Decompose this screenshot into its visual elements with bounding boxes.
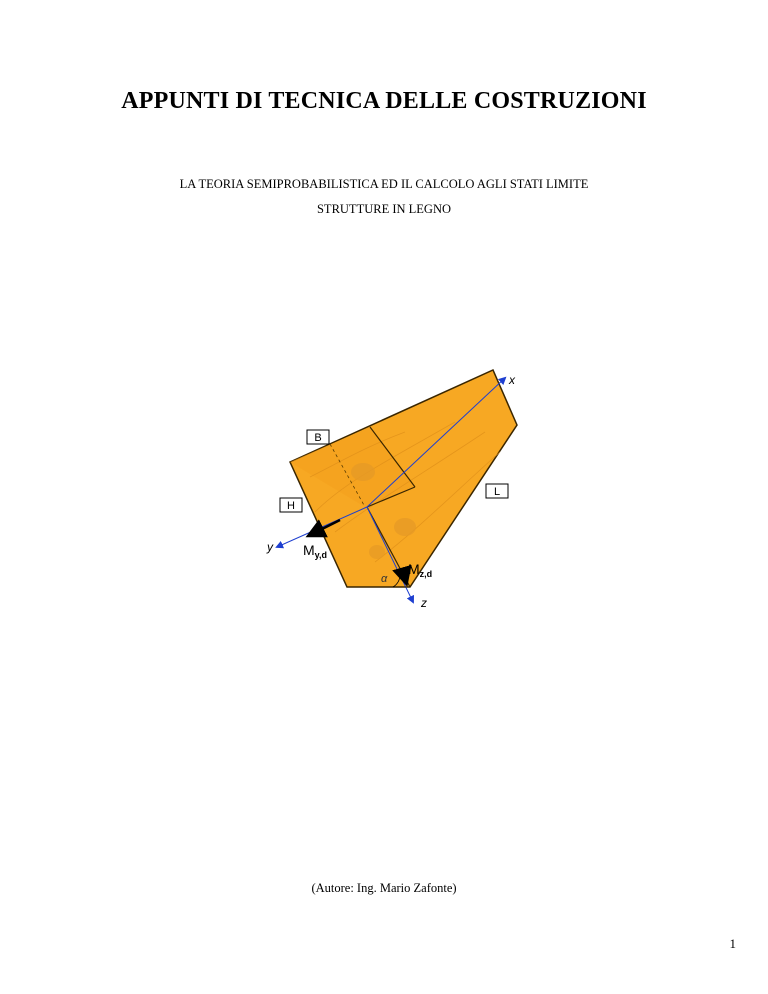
page-number: 1 xyxy=(729,936,736,951)
dimension-label-l: L xyxy=(493,486,501,498)
document-title: APPUNTI DI TECNICA DELLE COSTRUZIONI xyxy=(121,88,647,114)
wood-knot xyxy=(394,518,416,536)
document-subtitle: LA TEORIA SEMIPROBABILISTICA ED IL CALCOLO AGLI STATI LIMITE xyxy=(179,177,589,191)
document-subtitle-topic: STRUTTURE IN LEGNO xyxy=(316,202,451,216)
author-credit: (Autore: Ing. Mario Zafonte) xyxy=(311,881,457,895)
y-axis-label: y xyxy=(267,540,273,554)
wood-knot xyxy=(369,545,385,559)
dimension-label-b: B xyxy=(314,432,322,444)
label-box-l xyxy=(486,484,508,498)
label-box-b xyxy=(307,430,329,444)
x-axis-label: x xyxy=(509,373,515,387)
dimension-label-h: H xyxy=(287,500,295,512)
wood-knot xyxy=(351,463,375,481)
z-axis-label: z xyxy=(421,596,427,610)
label-box-h xyxy=(280,498,302,512)
moment-mz-label: $M_{z,d}$ xyxy=(408,561,433,579)
timber-beam-diagram xyxy=(255,362,545,617)
moment-my-label: $M_{y,d}$ xyxy=(303,542,328,560)
alpha-label: α xyxy=(381,573,388,585)
